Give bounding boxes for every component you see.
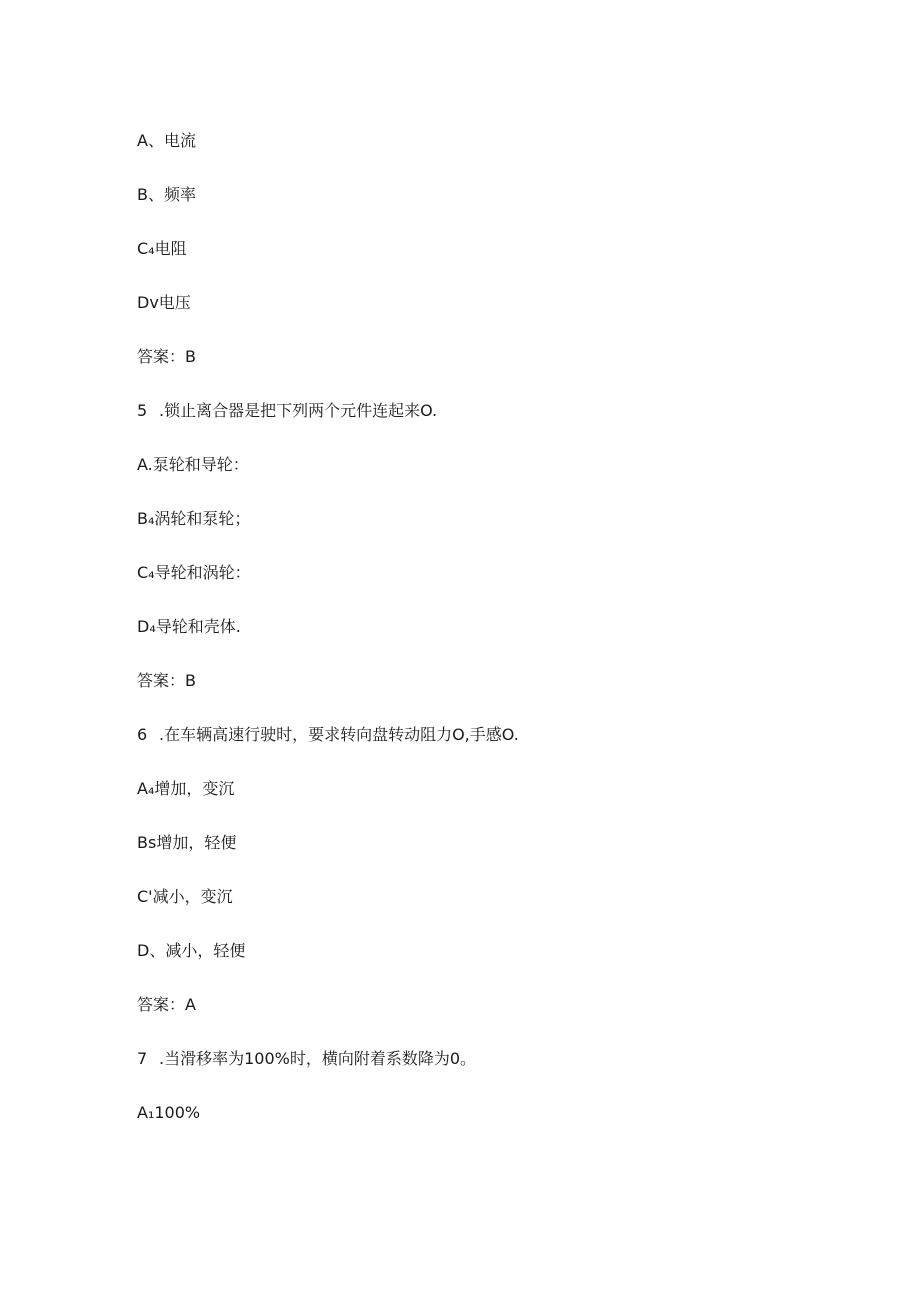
question-number: 5 [137, 401, 148, 420]
option-b-line: B、频率 [137, 185, 196, 204]
question-text: .在车辆高速行驶时，要求转向盘转动阻力O,手感O. [159, 725, 519, 744]
option-b-line: B₄涡轮和泵轮； [137, 509, 251, 528]
answer-line: 答案：B [137, 347, 196, 366]
option-c-line: C₄电阻 [137, 239, 187, 258]
question-5-line [137, 401, 437, 421]
question-number: 7 [137, 1049, 148, 1068]
option-c-line: C₄导轮和涡轮： [137, 563, 251, 582]
option-a-line: A.泵轮和导轮： [137, 455, 249, 474]
option-a-line: A₁100% [137, 1103, 201, 1122]
answer-line: 答案：B [137, 671, 196, 690]
question-number: 6 [137, 725, 148, 744]
answer-line: 答案：A [137, 995, 196, 1014]
option-d-line: Dv电压 [137, 293, 191, 312]
option-d-line: D、减小，轻便 [137, 941, 246, 960]
option-d-line: D₄导轮和壳体. [137, 617, 241, 636]
question-text: .锁止离合器是把下列两个元件连起来O. [159, 401, 438, 420]
option-b-line: Bs增加，轻便 [137, 833, 237, 852]
question-text: .当滑移率为100%时，横向附着系数降为0。 [159, 1049, 477, 1068]
question-6-line [137, 725, 519, 745]
option-c-line: C'减小，变沉 [137, 887, 233, 906]
option-a-line: A、电流 [137, 131, 196, 150]
question-7-line [137, 1049, 476, 1069]
option-a-line: A₄增加，变沉 [137, 779, 235, 798]
